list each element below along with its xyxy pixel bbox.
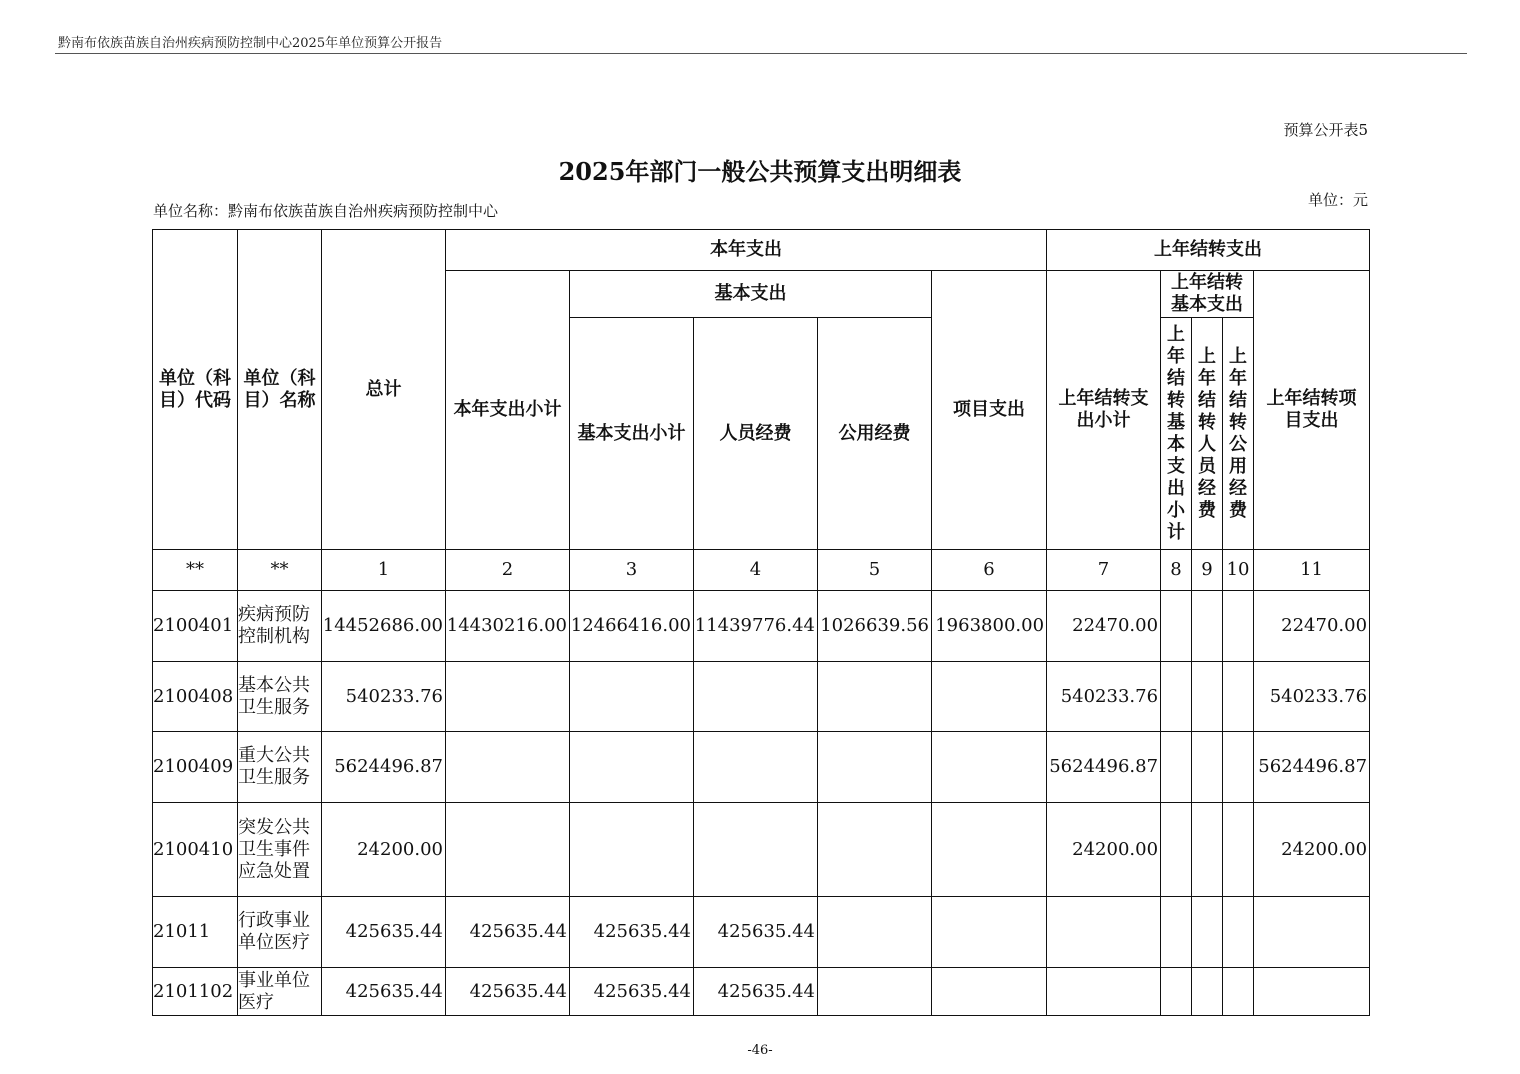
index-cell: 1 [322, 550, 446, 591]
table-number: 预算公开表5 [1283, 121, 1368, 139]
cell-total: 425635.44 [322, 897, 446, 968]
cell-carryover-basic-subtotal [1161, 732, 1192, 803]
col-header-code [153, 230, 238, 550]
cell-code: 2100401 [153, 591, 238, 662]
cell-total: 425635.44 [322, 968, 446, 1016]
index-cell: ** [153, 550, 238, 591]
col-header-carryover-project-text: 上年结转项目支出 [1266, 388, 1357, 431]
col-header-current-year: 本年支出 [446, 230, 1047, 271]
cell-public [818, 897, 932, 968]
cell-project [932, 897, 1047, 968]
cell-public [818, 968, 932, 1016]
cell-carryover-public [1223, 591, 1254, 662]
cell-personnel [694, 732, 818, 803]
cell-carryover-personnel [1192, 897, 1223, 968]
cell-project [932, 968, 1047, 1016]
index-cell: ** [238, 550, 322, 591]
col-header-carryover-project [1254, 271, 1370, 550]
cell-name: 事业单位医疗 [238, 968, 322, 1016]
col-header-total: 总计 [322, 230, 446, 550]
cell-name: 基本公共卫生服务 [238, 662, 322, 732]
cell-carryover-personnel [1192, 732, 1223, 803]
index-cell: 9 [1192, 550, 1223, 591]
col-header-carryover: 上年结转支出 [1047, 230, 1370, 271]
col-header-basic: 基本支出 [570, 271, 932, 318]
col-header-name-text: 单位（科目）名称 [243, 367, 316, 411]
cell-basic-subtotal: 425635.44 [570, 968, 694, 1016]
cell-carryover-subtotal: 5624496.87 [1047, 732, 1161, 803]
cell-current-subtotal: 425635.44 [446, 897, 570, 968]
index-cell: 5 [818, 550, 932, 591]
cell-current-subtotal [446, 662, 570, 732]
col-header-code-text: 单位（科目）代码 [159, 367, 231, 411]
cell-basic-subtotal [570, 732, 694, 803]
col-header-carryover-subtotal [1047, 271, 1161, 550]
col-header-carryover-personnel-text: 上年结转人员经费 [1198, 345, 1217, 521]
index-cell: 2 [446, 550, 570, 591]
cell-carryover-project: 540233.76 [1254, 662, 1370, 732]
col-header-project: 项目支出 [932, 271, 1047, 550]
cell-basic-subtotal: 425635.44 [570, 897, 694, 968]
header-row-1 [153, 230, 1370, 271]
unit-name: 单位名称：黔南布依族苗族自治州疾病预防控制中心 [153, 202, 499, 220]
running-header: 黔南布依族苗族自治州疾病预防控制中心2025年单位预算公开报告 [58, 36, 443, 51]
cell-code: 2100410 [153, 803, 238, 897]
table-body [153, 591, 1370, 1016]
cell-carryover-project: 5624496.87 [1254, 732, 1370, 803]
cell-public [818, 803, 932, 897]
col-header-carryover-personnel [1192, 318, 1223, 550]
table-row [153, 591, 1370, 662]
cell-total: 24200.00 [322, 803, 446, 897]
cell-carryover-subtotal [1047, 968, 1161, 1016]
cell-carryover-subtotal: 22470.00 [1047, 591, 1161, 662]
col-header-carryover-subtotal-text: 上年结转支出小计 [1058, 388, 1149, 431]
col-header-carryover-basic-text: 上年结转基本支出 [1171, 272, 1244, 315]
index-cell: 6 [932, 550, 1047, 591]
col-header-carryover-basic [1161, 271, 1254, 318]
index-cell: 11 [1254, 550, 1370, 591]
currency-unit: 单位：元 [1307, 191, 1368, 209]
col-header-public: 公用经费 [818, 318, 932, 550]
cell-carryover-public [1223, 732, 1254, 803]
cell-public: 1026639.56 [818, 591, 932, 662]
cell-carryover-public [1223, 662, 1254, 732]
cell-carryover-project [1254, 897, 1370, 968]
col-header-carryover-basic-subtotal-text: 上年结转基本支出小计 [1167, 323, 1186, 543]
page-number: -46- [747, 1043, 773, 1058]
cell-carryover-basic-subtotal [1161, 897, 1192, 968]
cell-project [932, 732, 1047, 803]
cell-personnel [694, 803, 818, 897]
cell-name: 突发公共卫生事件应急处置 [238, 803, 322, 897]
index-cell: 3 [570, 550, 694, 591]
cell-carryover-personnel [1192, 803, 1223, 897]
cell-personnel: 425635.44 [694, 968, 818, 1016]
cell-total: 5624496.87 [322, 732, 446, 803]
cell-total: 540233.76 [322, 662, 446, 732]
cell-project [932, 803, 1047, 897]
budget-table [152, 229, 1370, 1016]
cell-carryover-project: 24200.00 [1254, 803, 1370, 897]
cell-current-subtotal [446, 732, 570, 803]
cell-code: 2101102 [153, 968, 238, 1016]
cell-total: 14452686.00 [322, 591, 446, 662]
cell-carryover-basic-subtotal [1161, 662, 1192, 732]
table-row [153, 732, 1370, 803]
cell-code: 2100409 [153, 732, 238, 803]
table-row [153, 662, 1370, 732]
cell-current-subtotal [446, 803, 570, 897]
cell-current-subtotal: 14430216.00 [446, 591, 570, 662]
page-title: 2025年部门一般公共预算支出明细表 [558, 157, 962, 186]
cell-carryover-public [1223, 803, 1254, 897]
index-cell: 4 [694, 550, 818, 591]
cell-code: 21011 [153, 897, 238, 968]
col-header-carryover-public [1223, 318, 1254, 550]
table-row [153, 803, 1370, 897]
cell-carryover-public [1223, 968, 1254, 1016]
header-divider [55, 53, 1467, 54]
table-row [153, 968, 1370, 1016]
cell-basic-subtotal [570, 662, 694, 732]
index-cell: 8 [1161, 550, 1192, 591]
index-row [153, 550, 1370, 591]
col-header-personnel: 人员经费 [694, 318, 818, 550]
index-cell: 7 [1047, 550, 1161, 591]
cell-carryover-personnel [1192, 662, 1223, 732]
cell-carryover-basic-subtotal [1161, 803, 1192, 897]
cell-name: 行政事业单位医疗 [238, 897, 322, 968]
cell-project: 1963800.00 [932, 591, 1047, 662]
col-header-carryover-public-text: 上年结转公用经费 [1229, 345, 1248, 521]
cell-current-subtotal: 425635.44 [446, 968, 570, 1016]
cell-public [818, 732, 932, 803]
cell-carryover-public [1223, 897, 1254, 968]
cell-carryover-basic-subtotal [1161, 591, 1192, 662]
col-header-name [238, 230, 322, 550]
cell-personnel: 11439776.44 [694, 591, 818, 662]
cell-carryover-personnel [1192, 591, 1223, 662]
cell-public [818, 662, 932, 732]
cell-name: 重大公共卫生服务 [238, 732, 322, 803]
index-cell: 10 [1223, 550, 1254, 591]
cell-basic-subtotal: 12466416.00 [570, 591, 694, 662]
cell-personnel: 425635.44 [694, 897, 818, 968]
cell-code: 2100408 [153, 662, 238, 732]
cell-carryover-subtotal [1047, 897, 1161, 968]
col-header-current-subtotal: 本年支出小计 [446, 271, 570, 550]
cell-carryover-project: 22470.00 [1254, 591, 1370, 662]
table-row [153, 897, 1370, 968]
cell-name: 疾病预防控制机构 [238, 591, 322, 662]
cell-carryover-project [1254, 968, 1370, 1016]
cell-carryover-personnel [1192, 968, 1223, 1016]
cell-project [932, 662, 1047, 732]
cell-carryover-basic-subtotal [1161, 968, 1192, 1016]
col-header-carryover-basic-subtotal [1161, 318, 1192, 550]
cell-personnel [694, 662, 818, 732]
col-header-basic-subtotal: 基本支出小计 [570, 318, 694, 550]
cell-carryover-subtotal: 24200.00 [1047, 803, 1161, 897]
cell-carryover-subtotal: 540233.76 [1047, 662, 1161, 732]
cell-basic-subtotal [570, 803, 694, 897]
